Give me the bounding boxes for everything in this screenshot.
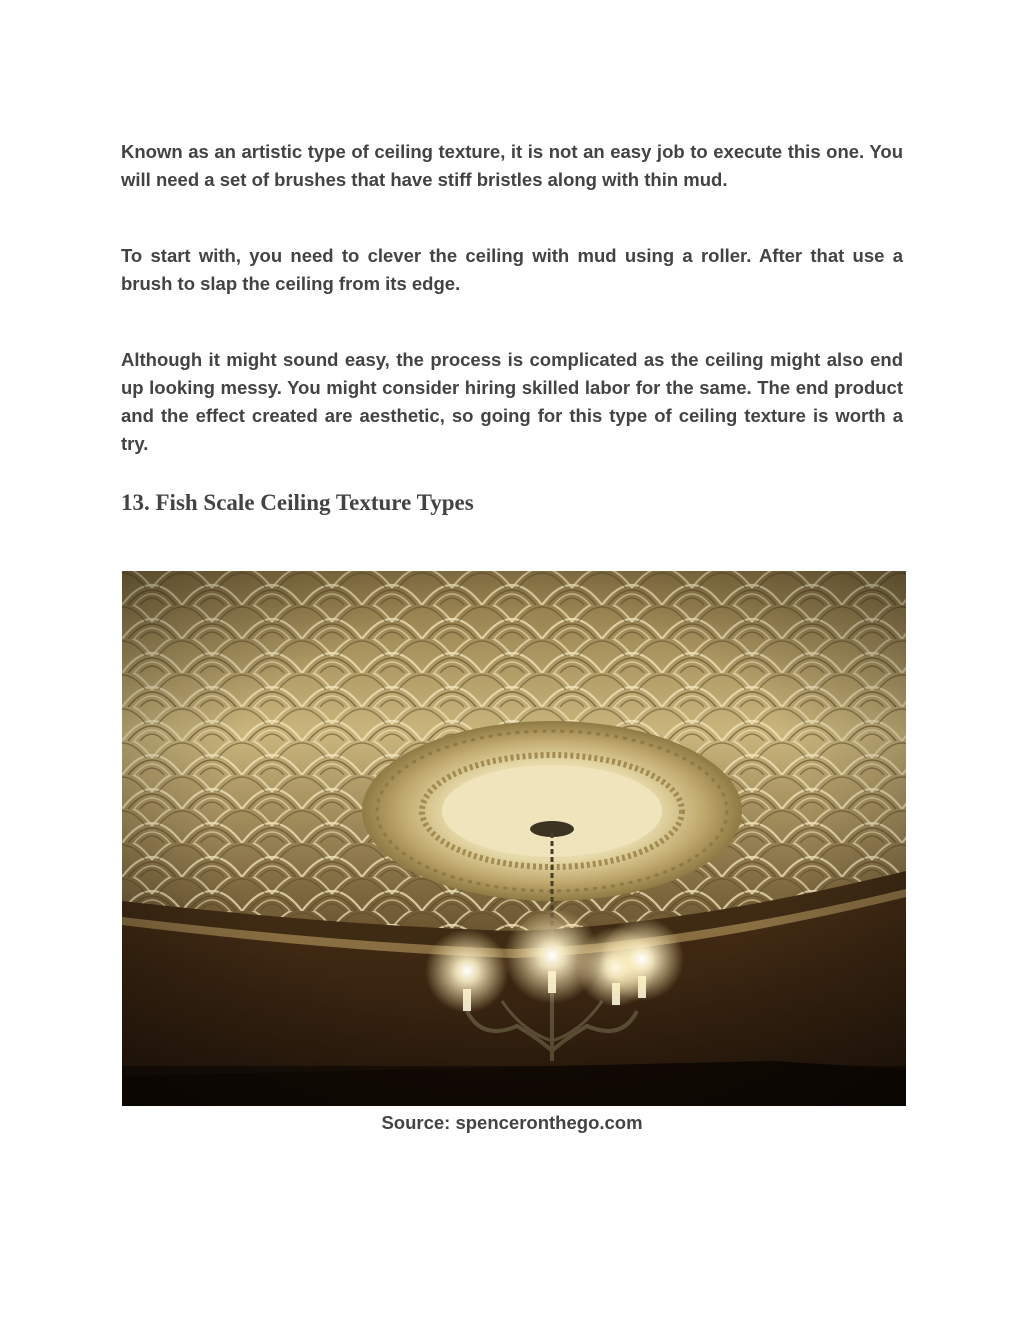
paragraph-advice: Although it might sound easy, the process is complicated as the ceiling might also end up looking messy. You might consider hiring skilled labor for the same. The end product and the effect created are aesthetic, so going for this type of ceiling texture is worth a try. [121,349,903,454]
paragraph-method: To start with, you need to clever the ceiling with mud using a roller. After that use a brush to slap the ceiling from its edge. [121,245,903,294]
section-heading: 13. Fish Scale Ceiling Texture Types [121,490,474,515]
ceiling-photo [122,571,906,1106]
paragraph-intro: Known as an artistic type of ceiling texture, it is not an easy job to execute this one. You will need a set of brushes that have stiff bristles along with thin mud. [121,141,903,190]
photo-caption: Source: spenceronthego.com [381,1112,643,1133]
